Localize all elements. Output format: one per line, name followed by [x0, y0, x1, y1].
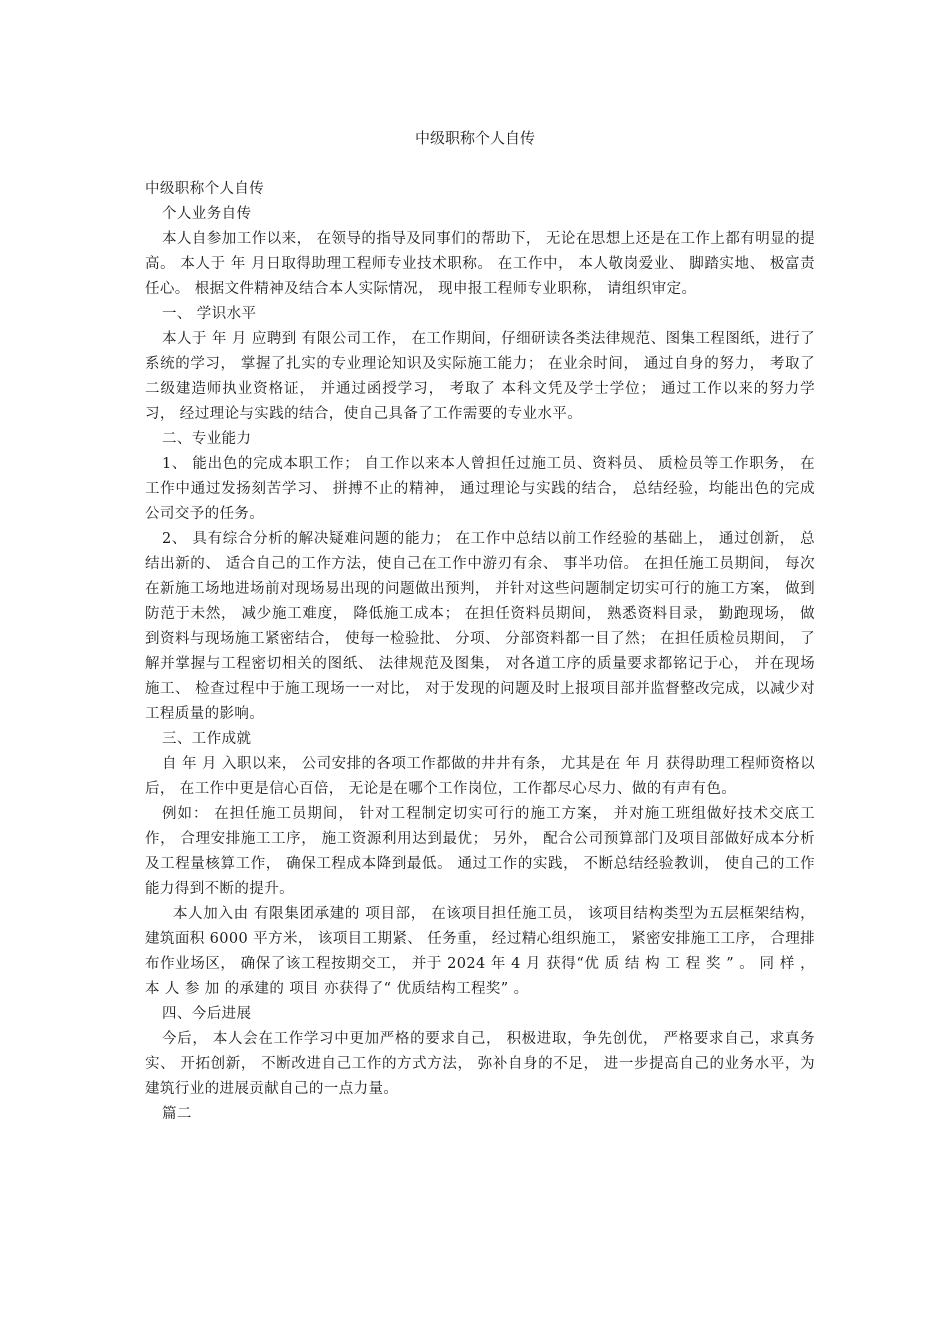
- section-heading: 三、工作成就: [162, 731, 252, 747]
- paragraph: 例如： 在担任施工员期间， 针对工程制定切实可行的施工方案， 并对施工班组做好技术交底工作， 合理安排施工工序， 施工资源利用达到最优； 另外， 配合公司预算部门及项目部做好成本分析及工程量核算工作， 确保工程成本降到最低。 通过工作的实践， 不断总结经验教训， 使自己的工作能力得到不断的提升。: [145, 806, 815, 897]
- paragraph: 1、 能出色的完成本职工作； 自工作以来本人曾担任过施工员、资料员、 质检员等工作职务， 在工作中通过发扬刻苦学习、 拼搏不止的精神， 通过理论与实践的结合， 总结经验，均能出色的完成公司交予的任务。: [145, 456, 815, 522]
- section-heading: 个人业务自传: [162, 206, 252, 222]
- document-body: [145, 177, 815, 1127]
- section-heading: 四、今后进展: [162, 1006, 252, 1022]
- paragraph: 本人于 年 月 应聘到 有限公司工作， 在工作期间，仔细研读各类法律规范、图集工程图纸，进行了系统的学习， 掌握了扎实的专业理论知识及实际施工能力； 在业余时间， 通过自身的努力， 考取了二级建造师执业资格证， 并通过函授学习， 考取了 本科文凭及学士学位； 通过工作以来的努力学习， 经过理论与实践的结合，使自己具备了工作需要的专业水平。: [145, 331, 815, 422]
- section-heading: 一、 学识水平: [162, 306, 257, 322]
- paragraph: 本人自参加工作以来， 在领导的指导及同事们的帮助下， 无论在思想上还是在工作上都有明显的提高。 本人于 年 月日取得助理工程师专业技术职称。 在工作中， 本人敬岗爱业、 脚踏实地、 极富责任心。 根据文件精神及结合本人实际情况， 现申报工程师专业职称， 请组织审定。: [145, 231, 815, 297]
- document-title: 中级职称个人自传: [414, 129, 535, 147]
- section-heading: 二、专业能力: [162, 431, 252, 447]
- paragraph: 2、 具有综合分析的解决疑难问题的能力； 在工作中总结以前工作经验的基础上， 通过创新， 总结出新的、 适合自己的工作方法，使自己在工作中游刃有余、 事半功倍。 在担任施工员期间， 每次在新施工场地进场前对现场易出现的问题做出预判， 并针对这些问题制定切实可行的施工方案， 做到防范于未然， 减少施工难度， 降低施工成本； 在担任资料员期间， 熟悉资料目录， 勤跑现场， 做到资料与现场施工紧密结合， 使每一检验批、 分项、 分部资料都一目了然； 在担任质检员期间， 了解并掌握与工程密切相关的图纸、 法律规范及图集， 对各道工序的质量要求都铭记于心， 并在现场施工、 检查过程中于施工现场一一对比， 对于发现的问题及时上报项目部并监督整改完成，以减少对工程质量的影响。: [145, 531, 815, 722]
- doc-subtitle: 中级职称个人自传: [145, 181, 265, 197]
- paragraph: 今后， 本人会在工作学习中更加严格的要求自己， 积极进取，争先创优， 严格要求自己，求真务实、 开拓创新， 不断改进自己工作的方式方法， 弥补自身的不足， 进一步提高自己的业务水平，为建筑行业的进展贡献自己的一点力量。: [145, 1031, 815, 1097]
- paragraph: 自 年 月 入职以来， 公司安排的各项工作都做的井井有条， 尤其是在 年 月 获得助理工程师资格以后， 在工作中更是信心百倍， 无论是在哪个工作岗位，工作都尽心尽力、做的有声有色。: [145, 756, 815, 797]
- paragraph: 本人加入由 有限集团承建的 项目部， 在该项目担任施工员， 该项目结构类型为五层框架结构，建筑面积 6000 平方米， 该项目工期紧、 任务重， 经过精心组织施工， 紧密安排施工工序， 合理排布作业场区， 确保了该工程按期交工， 并于 2024 年 4 月 获得“优 质 结 构 工 程 奖 ” 。 同 样 ， 本 人 参 加 的承建的 项目 亦获得了“ 优质结构工程奖” 。: [145, 906, 815, 997]
- section-heading: 篇二: [162, 1106, 192, 1122]
